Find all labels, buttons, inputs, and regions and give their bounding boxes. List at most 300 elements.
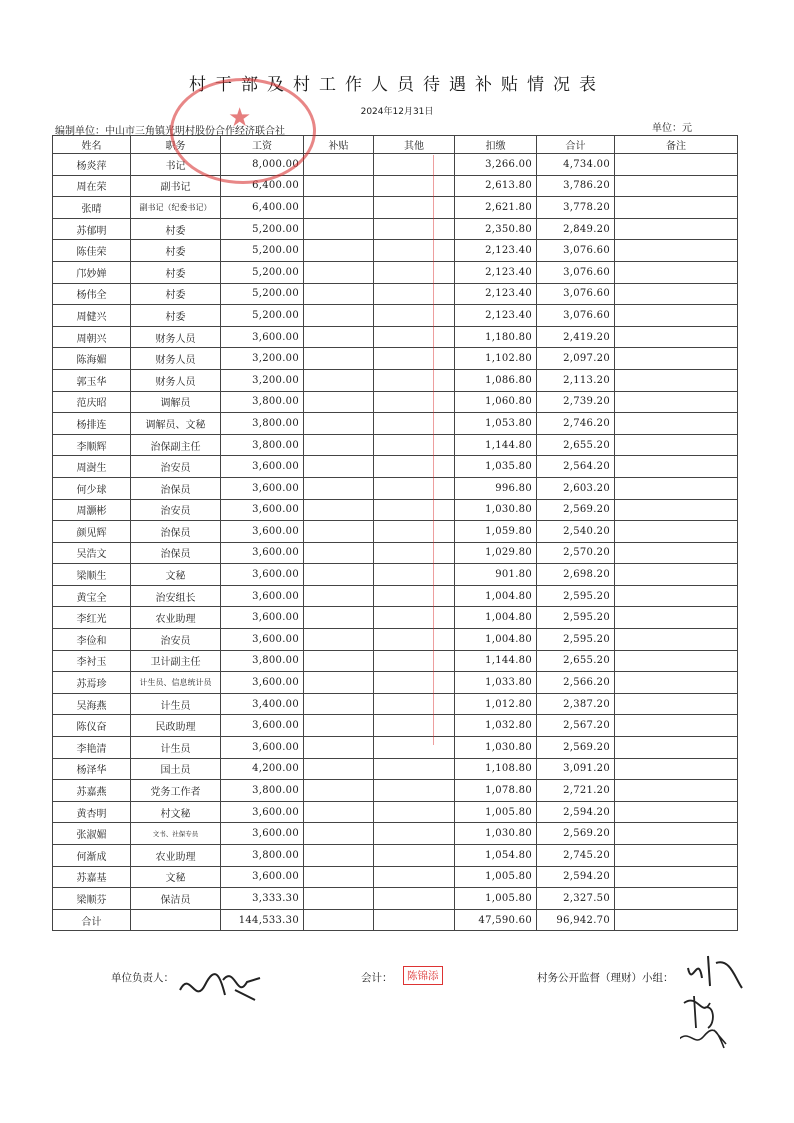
seal-star-icon: ★: [228, 103, 252, 133]
cell-subsidy: [304, 240, 374, 262]
cell-other: [374, 434, 455, 456]
cell-total: 3,076.60: [537, 240, 615, 262]
cell-salary: 3,600.00: [221, 499, 304, 521]
cell-role: 民政助理: [131, 715, 221, 737]
cell-other: [374, 175, 455, 197]
cell-note: [615, 369, 738, 391]
subsidy-table: [52, 135, 738, 931]
cell-name: 李红光: [53, 607, 131, 629]
table-row: [53, 585, 738, 607]
cell-note: [615, 521, 738, 543]
table-row: [53, 348, 738, 370]
cell-role: 调解员、文秘: [131, 413, 221, 435]
cell-note: [615, 693, 738, 715]
cell-salary: 3,800.00: [221, 434, 304, 456]
cell-salary: 3,600.00: [221, 542, 304, 564]
table-row: [53, 218, 738, 240]
supervision-signatures: [680, 948, 750, 1058]
cell-subsidy: [304, 715, 374, 737]
col-header-name: 姓名: [53, 136, 131, 154]
cell-total: 3,076.60: [537, 305, 615, 327]
table-row: [53, 326, 738, 348]
accountant-label: 会计：: [361, 972, 393, 984]
cell-note: [615, 261, 738, 283]
col-header-subsidy: 补贴: [304, 136, 374, 154]
cell-subsidy: [304, 629, 374, 651]
cell-note: [615, 240, 738, 262]
table-row: [53, 801, 738, 823]
cell-subsidy: [304, 261, 374, 283]
cell-note: [615, 801, 738, 823]
cell-salary: 6,400.00: [221, 175, 304, 197]
cell-name: 杨伟全: [53, 283, 131, 305]
cell-deduction: 1,144.80: [455, 650, 537, 672]
cell-total: 2,721.20: [537, 780, 615, 802]
cell-total: 2,739.20: [537, 391, 615, 413]
cell-subsidy: [304, 866, 374, 888]
cell-deduction: 901.80: [455, 564, 537, 586]
cell-note: [615, 283, 738, 305]
cell-other: [374, 240, 455, 262]
cell-deduction: 1,108.80: [455, 758, 537, 780]
cell-salary: 3,600.00: [221, 477, 304, 499]
cell-name: 周澍生: [53, 456, 131, 478]
cell-role: 村委: [131, 305, 221, 327]
table-body: [53, 154, 738, 910]
cell-other: [374, 585, 455, 607]
total-row: [53, 909, 738, 931]
cell-name: 李艳清: [53, 737, 131, 759]
table-row: [53, 413, 738, 435]
cell-other: [374, 326, 455, 348]
table-row: [53, 780, 738, 802]
cell-subsidy: [304, 499, 374, 521]
cell-note: [615, 154, 738, 176]
cell-role: 国土员: [131, 758, 221, 780]
cell-note: [615, 326, 738, 348]
cell-subsidy: [304, 585, 374, 607]
cell-salary: 5,200.00: [221, 305, 304, 327]
cell-subsidy: [304, 780, 374, 802]
cell-salary: 3,600.00: [221, 585, 304, 607]
cell-salary: 5,200.00: [221, 218, 304, 240]
cell-salary: 3,600.00: [221, 866, 304, 888]
cell-total: 2,097.20: [537, 348, 615, 370]
table-row: [53, 521, 738, 543]
cell-total: 2,570.20: [537, 542, 615, 564]
table-row: [53, 499, 738, 521]
table-row: [53, 305, 738, 327]
cell-total: 2,540.20: [537, 521, 615, 543]
cell-role: 副书记: [131, 175, 221, 197]
cell-name: 张淑媚: [53, 823, 131, 845]
cell-total: 2,567.20: [537, 715, 615, 737]
cell-subsidy: [304, 305, 374, 327]
cell-name: 何渐成: [53, 845, 131, 867]
cell-total: 2,569.20: [537, 499, 615, 521]
cell-name: 苏嘉燕: [53, 780, 131, 802]
cell-salary: 3,600.00: [221, 564, 304, 586]
org-label: 编制单位：: [55, 126, 105, 137]
col-header-salary: 工资: [221, 136, 304, 154]
cell-role: 农业助理: [131, 845, 221, 867]
total-note-cell: [615, 909, 738, 931]
cell-salary: 5,200.00: [221, 240, 304, 262]
cell-total: 2,569.20: [537, 823, 615, 845]
cell-deduction: 1,005.80: [455, 866, 537, 888]
cell-name: 何少球: [53, 477, 131, 499]
cell-subsidy: [304, 348, 374, 370]
cell-role: 计生员: [131, 693, 221, 715]
cell-deduction: 3,266.00: [455, 154, 537, 176]
cell-role: 计生员: [131, 737, 221, 759]
cell-deduction: 1,030.80: [455, 499, 537, 521]
cell-other: [374, 845, 455, 867]
cell-subsidy: [304, 845, 374, 867]
cell-deduction: 1,030.80: [455, 737, 537, 759]
cell-other: [374, 369, 455, 391]
cell-role: 村委: [131, 218, 221, 240]
cell-subsidy: [304, 369, 374, 391]
table-row: [53, 391, 738, 413]
cell-other: [374, 737, 455, 759]
table-row: [53, 823, 738, 845]
cell-deduction: 1,030.80: [455, 823, 537, 845]
cell-subsidy: [304, 758, 374, 780]
cell-note: [615, 737, 738, 759]
cell-total: 2,745.20: [537, 845, 615, 867]
cell-note: [615, 888, 738, 910]
cell-total: 3,076.60: [537, 261, 615, 283]
cell-role: 文秘: [131, 866, 221, 888]
cell-salary: 3,800.00: [221, 391, 304, 413]
cell-deduction: 1,180.80: [455, 326, 537, 348]
cell-subsidy: [304, 175, 374, 197]
table-row: [53, 650, 738, 672]
cell-salary: 5,200.00: [221, 261, 304, 283]
org-name: 中山市三角镇光明村股份合作经济联合社: [105, 126, 285, 137]
cell-name: 郭玉华: [53, 369, 131, 391]
table-row: [53, 175, 738, 197]
cell-note: [615, 391, 738, 413]
red-ink-line: [433, 155, 434, 745]
cell-subsidy: [304, 283, 374, 305]
cell-role: 治保员: [131, 542, 221, 564]
cell-total: 2,595.20: [537, 585, 615, 607]
cell-total: 3,778.20: [537, 197, 615, 219]
table-row: [53, 542, 738, 564]
cell-note: [615, 758, 738, 780]
cell-role: 村文秘: [131, 801, 221, 823]
table-row: [53, 240, 738, 262]
cell-salary: 3,600.00: [221, 672, 304, 694]
cell-deduction: 1,004.80: [455, 607, 537, 629]
cell-other: [374, 305, 455, 327]
cell-total: 3,076.60: [537, 283, 615, 305]
cell-subsidy: [304, 413, 374, 435]
cell-deduction: 1,035.80: [455, 456, 537, 478]
cell-role: 治保员: [131, 477, 221, 499]
cell-role: 村委: [131, 261, 221, 283]
supervision-label: 村务公开监督（理财）小组：: [537, 972, 674, 984]
table-row: [53, 456, 738, 478]
cell-name: 周灏彬: [53, 499, 131, 521]
cell-total: 4,734.00: [537, 154, 615, 176]
cell-role: 保洁员: [131, 888, 221, 910]
cell-note: [615, 413, 738, 435]
cell-deduction: 1,060.80: [455, 391, 537, 413]
unit-label: 单位：元: [652, 123, 692, 134]
cell-note: [615, 585, 738, 607]
cell-total: 2,603.20: [537, 477, 615, 499]
cell-other: [374, 758, 455, 780]
cell-total: 2,564.20: [537, 456, 615, 478]
cell-name: 范庆昭: [53, 391, 131, 413]
cell-role: 村委: [131, 283, 221, 305]
report-date: 2024年12月31日: [360, 107, 434, 117]
cell-subsidy: [304, 218, 374, 240]
cell-deduction: 2,613.80: [455, 175, 537, 197]
col-header-total: 合计: [537, 136, 615, 154]
cell-other: [374, 715, 455, 737]
cell-other: [374, 261, 455, 283]
cell-total: 2,387.20: [537, 693, 615, 715]
cell-deduction: 2,123.40: [455, 305, 537, 327]
cell-salary: 5,200.00: [221, 283, 304, 305]
cell-subsidy: [304, 888, 374, 910]
cell-role: 财务人员: [131, 326, 221, 348]
cell-salary: 3,800.00: [221, 780, 304, 802]
cell-salary: 3,800.00: [221, 845, 304, 867]
cell-total: 2,655.20: [537, 650, 615, 672]
cell-note: [615, 866, 738, 888]
cell-role: 调解员: [131, 391, 221, 413]
cell-other: [374, 780, 455, 802]
cell-deduction: 1,012.80: [455, 693, 537, 715]
accountant-stamp: 陈锦添: [403, 966, 443, 985]
cell-note: [615, 434, 738, 456]
table-row: [53, 477, 738, 499]
cell-subsidy: [304, 801, 374, 823]
table-row: [53, 261, 738, 283]
total-other-cell: [374, 909, 455, 931]
cell-salary: 3,800.00: [221, 650, 304, 672]
cell-salary: 4,200.00: [221, 758, 304, 780]
unit-head-signature: [175, 960, 265, 1010]
cell-role: 财务人员: [131, 369, 221, 391]
cell-role: 村委: [131, 240, 221, 262]
col-header-deduction: 扣缴: [455, 136, 537, 154]
cell-role: 治保员: [131, 521, 221, 543]
total-subsidy-cell: [304, 909, 374, 931]
cell-other: [374, 197, 455, 219]
cell-other: [374, 650, 455, 672]
cell-salary: 3,600.00: [221, 456, 304, 478]
cell-subsidy: [304, 823, 374, 845]
cell-name: 李衬玉: [53, 650, 131, 672]
cell-salary: 3,333.30: [221, 888, 304, 910]
cell-note: [615, 305, 738, 327]
cell-total: 3,786.20: [537, 175, 615, 197]
cell-other: [374, 391, 455, 413]
table-row: [53, 629, 738, 651]
cell-role: 治安员: [131, 499, 221, 521]
total-deduction: 47,590.60: [455, 909, 537, 931]
cell-name: 周健兴: [53, 305, 131, 327]
cell-deduction: 1,029.80: [455, 542, 537, 564]
cell-salary: 3,600.00: [221, 737, 304, 759]
cell-role: 财务人员: [131, 348, 221, 370]
cell-other: [374, 218, 455, 240]
total-salary: 144,533.30: [221, 909, 304, 931]
total-label: 合计: [53, 909, 131, 931]
cell-deduction: 1,033.80: [455, 672, 537, 694]
cell-salary: 3,600.00: [221, 629, 304, 651]
cell-subsidy: [304, 477, 374, 499]
cell-subsidy: [304, 391, 374, 413]
cell-salary: 3,800.00: [221, 413, 304, 435]
cell-subsidy: [304, 542, 374, 564]
cell-deduction: 1,005.80: [455, 888, 537, 910]
cell-name: 陈仪奋: [53, 715, 131, 737]
cell-subsidy: [304, 564, 374, 586]
cell-total: 2,327.50: [537, 888, 615, 910]
cell-total: 2,595.20: [537, 607, 615, 629]
cell-other: [374, 607, 455, 629]
table-row: [53, 197, 738, 219]
cell-note: [615, 218, 738, 240]
table-row: [53, 845, 738, 867]
cell-total: 2,595.20: [537, 629, 615, 651]
cell-total: 2,419.20: [537, 326, 615, 348]
table-row: [53, 715, 738, 737]
cell-other: [374, 866, 455, 888]
cell-name: 苏焉珍: [53, 672, 131, 694]
cell-total: 2,594.20: [537, 866, 615, 888]
cell-note: [615, 845, 738, 867]
cell-total: 3,091.20: [537, 758, 615, 780]
cell-subsidy: [304, 607, 374, 629]
cell-deduction: 1,144.80: [455, 434, 537, 456]
unit-head-label: 单位负责人：: [111, 972, 174, 984]
cell-deduction: 1,078.80: [455, 780, 537, 802]
total-total: 96,942.70: [537, 909, 615, 931]
cell-deduction: 1,054.80: [455, 845, 537, 867]
cell-note: [615, 780, 738, 802]
cell-subsidy: [304, 521, 374, 543]
cell-note: [615, 629, 738, 651]
cell-name: 颜见辉: [53, 521, 131, 543]
cell-name: 杨排连: [53, 413, 131, 435]
cell-name: 梁顺生: [53, 564, 131, 586]
cell-name: 李顺辉: [53, 434, 131, 456]
cell-deduction: 1,102.80: [455, 348, 537, 370]
table-row: [53, 434, 738, 456]
table-row: [53, 369, 738, 391]
cell-note: [615, 564, 738, 586]
table-row: [53, 758, 738, 780]
cell-total: 2,746.20: [537, 413, 615, 435]
table-row: [53, 888, 738, 910]
cell-note: [615, 650, 738, 672]
cell-salary: 3,600.00: [221, 715, 304, 737]
cell-salary: 3,200.00: [221, 348, 304, 370]
cell-salary: 6,400.00: [221, 197, 304, 219]
cell-name: 苏嘉基: [53, 866, 131, 888]
page-title: 村干部及村工作人员待遇补贴情况表: [189, 75, 605, 95]
cell-subsidy: [304, 672, 374, 694]
cell-deduction: 1,053.80: [455, 413, 537, 435]
cell-subsidy: [304, 456, 374, 478]
cell-name: 黄杏明: [53, 801, 131, 823]
cell-salary: 3,600.00: [221, 823, 304, 845]
cell-other: [374, 801, 455, 823]
cell-other: [374, 413, 455, 435]
cell-deduction: 996.80: [455, 477, 537, 499]
cell-note: [615, 607, 738, 629]
cell-role: 文秘: [131, 564, 221, 586]
cell-name: 张晴: [53, 197, 131, 219]
cell-deduction: 2,123.40: [455, 261, 537, 283]
col-header-role: 职务: [131, 136, 221, 154]
cell-deduction: 1,004.80: [455, 629, 537, 651]
cell-other: [374, 823, 455, 845]
cell-subsidy: [304, 154, 374, 176]
cell-note: [615, 197, 738, 219]
cell-total: 2,569.20: [537, 737, 615, 759]
table-row: [53, 737, 738, 759]
cell-other: [374, 456, 455, 478]
cell-deduction: 1,059.80: [455, 521, 537, 543]
cell-salary: 3,600.00: [221, 801, 304, 823]
cell-name: 吴浩文: [53, 542, 131, 564]
cell-salary: 3,600.00: [221, 521, 304, 543]
cell-other: [374, 348, 455, 370]
cell-total: 2,698.20: [537, 564, 615, 586]
cell-note: [615, 672, 738, 694]
cell-other: [374, 477, 455, 499]
cell-name: 陈海媚: [53, 348, 131, 370]
table-row: [53, 607, 738, 629]
cell-name: 梁顺芬: [53, 888, 131, 910]
table-header-row: [53, 136, 738, 154]
cell-note: [615, 456, 738, 478]
cell-deduction: 2,123.40: [455, 283, 537, 305]
cell-role: 文书、社保专员: [131, 823, 221, 845]
cell-deduction: 1,004.80: [455, 585, 537, 607]
cell-subsidy: [304, 737, 374, 759]
cell-subsidy: [304, 434, 374, 456]
cell-note: [615, 542, 738, 564]
cell-name: 邝妙婵: [53, 261, 131, 283]
cell-salary: 3,400.00: [221, 693, 304, 715]
cell-role: 卫计副主任: [131, 650, 221, 672]
cell-salary: 3,600.00: [221, 326, 304, 348]
cell-other: [374, 521, 455, 543]
cell-role: 计生员、信息统计员: [131, 672, 221, 694]
cell-total: 2,566.20: [537, 672, 615, 694]
cell-role: 治保副主任: [131, 434, 221, 456]
cell-other: [374, 888, 455, 910]
cell-note: [615, 823, 738, 845]
total-role-cell: [131, 909, 221, 931]
cell-deduction: 2,123.40: [455, 240, 537, 262]
cell-role: 党务工作者: [131, 780, 221, 802]
cell-role: 副书记（纪委书记）: [131, 197, 221, 219]
cell-role: 书记: [131, 154, 221, 176]
cell-deduction: 1,032.80: [455, 715, 537, 737]
cell-role: 治安员: [131, 456, 221, 478]
